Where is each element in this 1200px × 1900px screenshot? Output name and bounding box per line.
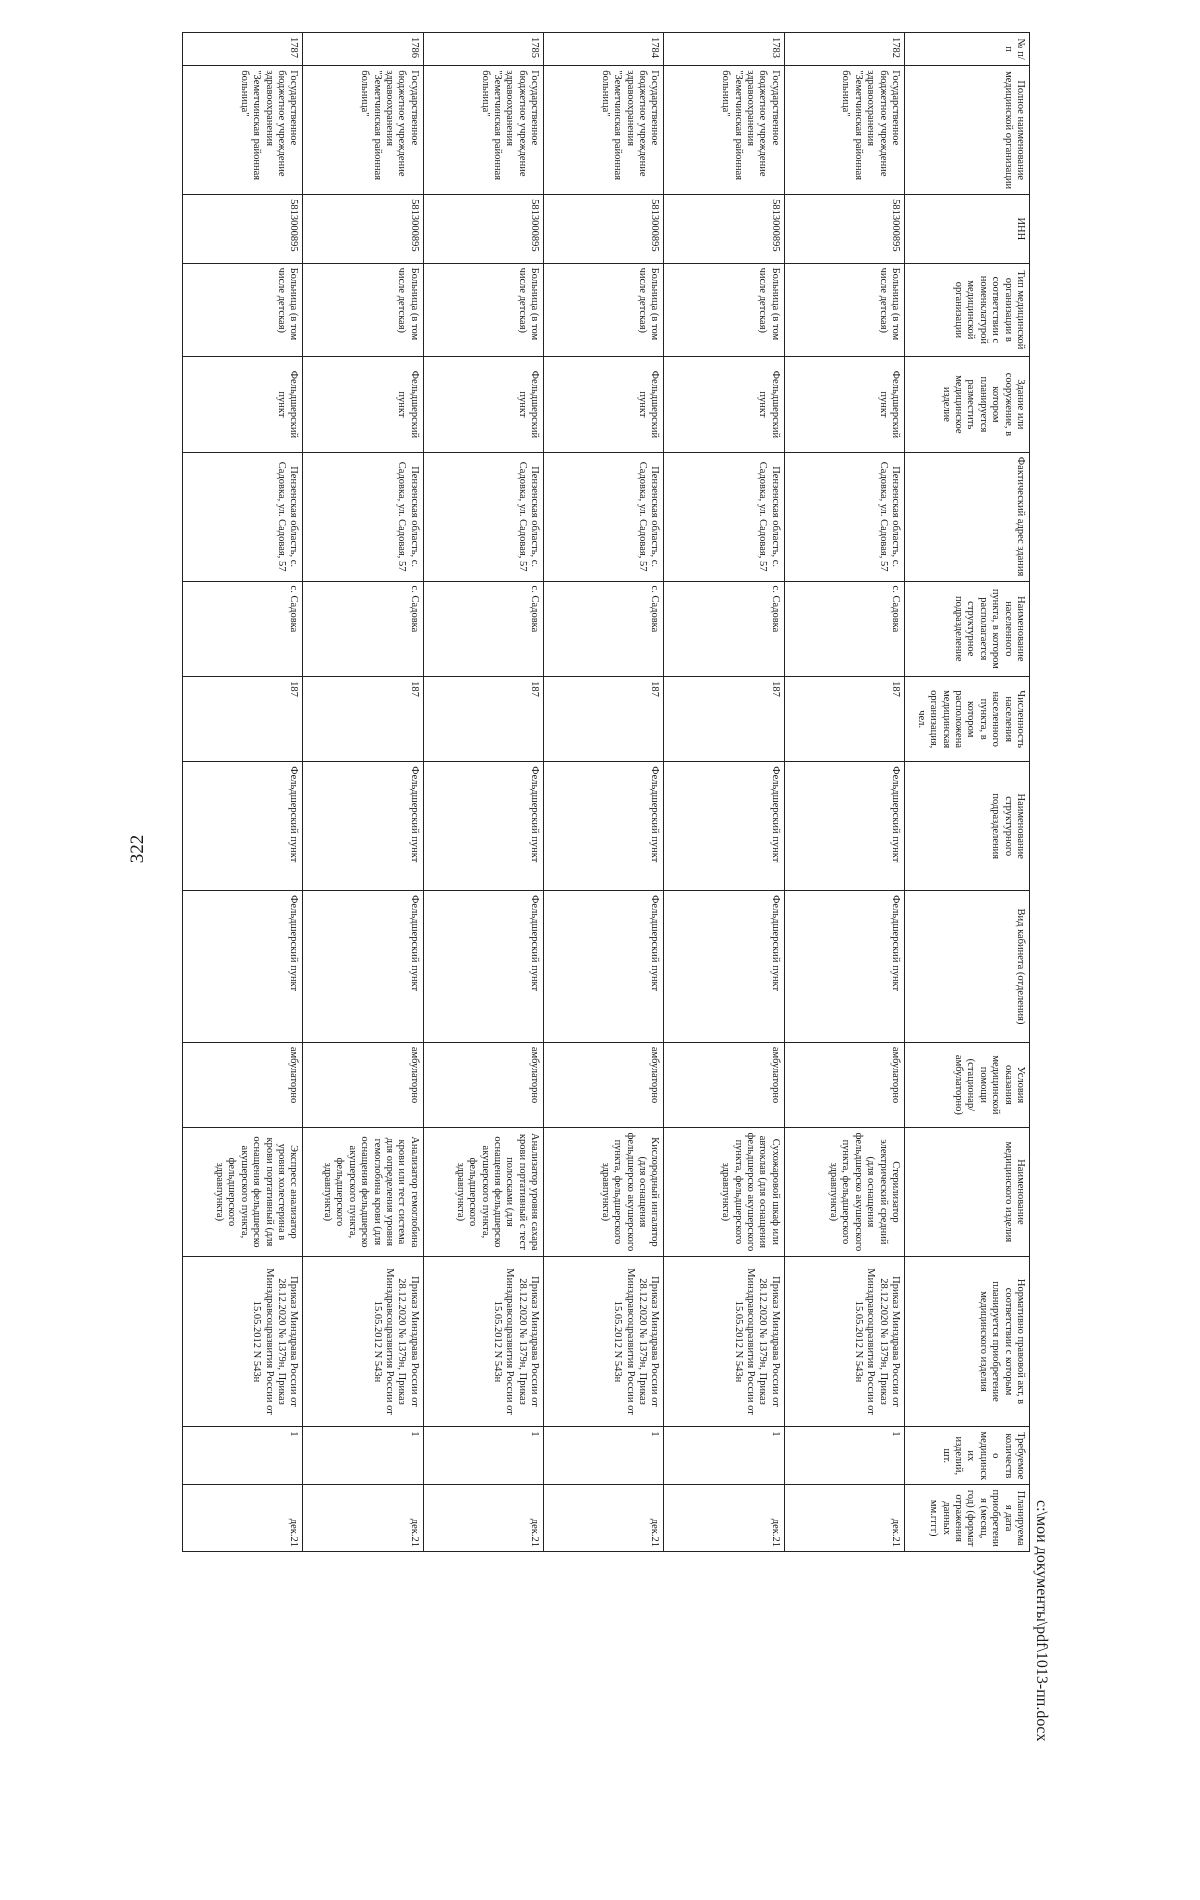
cabinet-type: Фельдшерский пункт (423, 891, 543, 1043)
organization-type: Больница (в том числе детская) (664, 263, 784, 357)
cabinet-type: Фельдшерский пункт (303, 891, 423, 1043)
organization-name: Государственное бюджетное учреждение здравоохранения "Земетчинская районная больница" (183, 66, 303, 195)
legal-act: Приказ Минздрава России от 28.12.2020 № 1379н, Приказ Минздравсоцразвития России от 15.05.2012 N 543н (664, 1256, 784, 1426)
population: 187 (183, 677, 303, 762)
structural-unit: Фельдшерский пункт (423, 762, 543, 891)
care-conditions: амбулаторно (784, 1042, 904, 1127)
planned-date: дек.21 (664, 1485, 784, 1552)
table-row (423, 33, 543, 1552)
cabinet-type: Фельдшерский пункт (544, 891, 664, 1043)
structural-unit: Фельдшерский пункт (183, 762, 303, 891)
planned-date: дек.21 (303, 1485, 423, 1552)
document-table-container (182, 32, 1030, 1552)
header-cell: Здание или сооружение, в котором планируется разместить медицинское изделие (905, 357, 1030, 453)
locality: с. Садовка (303, 581, 423, 677)
inn: 5813000895 (784, 195, 904, 264)
cabinet-type: Фельдшерский пункт (784, 891, 904, 1043)
header-cell: Тип медицинской организации в соответствии с номенклатурой медицинской организации (905, 263, 1030, 357)
care-conditions: амбулаторно (183, 1042, 303, 1127)
inn: 5813000895 (664, 195, 784, 264)
inn: 5813000895 (423, 195, 543, 264)
organization-name: Государственное бюджетное учреждение здравоохранения "Земетчинская районная больница" (664, 66, 784, 195)
cabinet-type: Фельдшерский пункт (664, 891, 784, 1043)
building: Фельдшерский пункт (784, 357, 904, 453)
device-name: Кислородный ингалятор (для оснащения фельдшерско акушерского пункта, фельдшерского здравпункта) (544, 1128, 664, 1257)
building: Фельдшерский пункт (544, 357, 664, 453)
address: Пензенская область, с. Садовка, ул. Садовая, 57 (303, 452, 423, 581)
care-conditions: амбулаторно (303, 1042, 423, 1127)
population: 187 (784, 677, 904, 762)
care-conditions: амбулаторно (544, 1042, 664, 1127)
organization-name: Государственное бюджетное учреждение здравоохранения "Земетчинская районная больница" (544, 66, 664, 195)
quantity: 1 (664, 1427, 784, 1485)
quantity: 1 (183, 1427, 303, 1485)
legal-act: Приказ Минздрава России от 28.12.2020 № 1379н, Приказ Минздравсоцразвития России от 15.05.2012 N 543н (183, 1256, 303, 1426)
footer-file-path: с:\мои документы\pdf\1013-пп.docx (1033, 1500, 1050, 1742)
inn: 5813000895 (303, 195, 423, 264)
locality: с. Садовка (784, 581, 904, 677)
quantity: 1 (423, 1427, 543, 1485)
population: 187 (544, 677, 664, 762)
population: 187 (664, 677, 784, 762)
quantity: 1 (784, 1427, 904, 1485)
legal-act: Приказ Минздрава России от 28.12.2020 № 1379н, Приказ Минздравсоцразвития России от 15.05.2012 N 543н (784, 1256, 904, 1426)
planned-date: дек.21 (784, 1485, 904, 1552)
locality: с. Садовка (664, 581, 784, 677)
header-cell: Нормативно правовой акт, в соответствии с которым планируется приобретение медицинского изделия (905, 1256, 1030, 1426)
table-header-row (905, 33, 1030, 1552)
row-number: 1787 (183, 33, 303, 66)
care-conditions: амбулаторно (423, 1042, 543, 1127)
structural-unit: Фельдшерский пункт (664, 762, 784, 891)
header-cell: Требуемое количество медицинских изделий, шт. (905, 1427, 1030, 1485)
medical-equipment-table (182, 32, 1030, 1552)
legal-act: Приказ Минздрава России от 28.12.2020 № 1379н, Приказ Минздравсоцразвития России от 15.05.2012 N 543н (544, 1256, 664, 1426)
row-number: 1786 (303, 33, 423, 66)
organization-type: Больница (в том числе детская) (784, 263, 904, 357)
building: Фельдшерский пункт (423, 357, 543, 453)
table-row (544, 33, 664, 1552)
header-cell: Численность населения населенного пункта, в котором расположена медицинская организация, чел. (905, 677, 1030, 762)
header-cell: ИНН (905, 195, 1030, 264)
table-row (183, 33, 303, 1552)
cabinet-type: Фельдшерский пункт (183, 891, 303, 1043)
header-cell: Полное наименование медицинской организации (905, 66, 1030, 195)
address: Пензенская область, с. Садовка, ул. Садовая, 57 (664, 452, 784, 581)
header-cell: Наименование медицинского изделия (905, 1128, 1030, 1257)
organization-type: Больница (в том числе детская) (423, 263, 543, 357)
locality: с. Садовка (423, 581, 543, 677)
header-cell: Фактический адрес здания (905, 452, 1030, 581)
population: 187 (423, 677, 543, 762)
header-cell: Вид кабинета (отделения) (905, 891, 1030, 1043)
address: Пензенская область, с. Садовка, ул. Садовая, 57 (183, 452, 303, 581)
planned-date: дек.21 (423, 1485, 543, 1552)
header-cell: Наименование структурного подразделения (905, 762, 1030, 891)
table-row (784, 33, 904, 1552)
address: Пензенская область, с. Садовка, ул. Садовая, 57 (544, 452, 664, 581)
population: 187 (303, 677, 423, 762)
device-name: Сухожаровой шкаф или автоклав (для оснащения фельдшерско акушерского пункта, фельдшерского здравпункта) (664, 1128, 784, 1257)
page-number: 322 (127, 834, 148, 864)
organization-name: Государственное бюджетное учреждение здравоохранения "Земетчинская районная больница" (423, 66, 543, 195)
organization-type: Больница (в том числе детская) (544, 263, 664, 357)
structural-unit: Фельдшерский пункт (784, 762, 904, 891)
structural-unit: Фельдшерский пункт (303, 762, 423, 891)
header-cell: Планируемая дата приобретения (месяц, год) (формат отражения данных мм.гггг) (905, 1485, 1030, 1552)
address: Пензенская область, с. Садовка, ул. Садовая, 57 (423, 452, 543, 581)
table-row (664, 33, 784, 1552)
row-number: 1784 (544, 33, 664, 66)
organization-name: Государственное бюджетное учреждение здравоохранения "Земетчинская районная больница" (784, 66, 904, 195)
locality: с. Садовка (183, 581, 303, 677)
header-cell: Наименование населенного пункта, в котором располагается структурное подразделение (905, 581, 1030, 677)
organization-type: Больница (в том числе детская) (303, 263, 423, 357)
row-number: 1783 (664, 33, 784, 66)
organization-name: Государственное бюджетное учреждение здравоохранения "Земетчинская районная больница" (303, 66, 423, 195)
device-name: Стерилизатор электрический средний (для оснащения фельдшерско акушерского пункта, фельдшерского здравпункта) (784, 1128, 904, 1257)
device-name: Анализатор гемоглобина крови или тест система для определения уровня гемоглобина крови (для оснащения фельдшерско акушерского пункта, фельдшерского здравпункта) (303, 1128, 423, 1257)
inn: 5813000895 (183, 195, 303, 264)
row-number: 1785 (423, 33, 543, 66)
planned-date: дек.21 (183, 1485, 303, 1552)
organization-type: Больница (в том числе детская) (183, 263, 303, 357)
device-name: Экспресс анализатор уровня холестерина в крови портативный (для оснащения фельдшерско акушерского пункта, фельдшерского здравпункта) (183, 1128, 303, 1257)
header-cell: № п/п (905, 33, 1030, 66)
building: Фельдшерский пункт (303, 357, 423, 453)
device-name: Анализатор уровня сахара крови портативный с тест полосками (для оснащения фельдшерско акушерского пункта, фельдшерского здравпункта) (423, 1128, 543, 1257)
structural-unit: Фельдшерский пункт (544, 762, 664, 891)
locality: с. Садовка (544, 581, 664, 677)
address: Пензенская область, с. Садовка, ул. Садовая, 57 (784, 452, 904, 581)
care-conditions: амбулаторно (664, 1042, 784, 1127)
inn: 5813000895 (544, 195, 664, 264)
quantity: 1 (303, 1427, 423, 1485)
legal-act: Приказ Минздрава России от 28.12.2020 № 1379н, Приказ Минздравсоцразвития России от 15.05.2012 N 543н (303, 1256, 423, 1426)
quantity: 1 (544, 1427, 664, 1485)
planned-date: дек.21 (544, 1485, 664, 1552)
row-number: 1782 (784, 33, 904, 66)
building: Фельдшерский пункт (183, 357, 303, 453)
legal-act: Приказ Минздрава России от 28.12.2020 № 1379н, Приказ Минздравсоцразвития России от 15.05.2012 N 543н (423, 1256, 543, 1426)
header-cell: Условия оказания медицинской помощи (стационар/амбулаторно) (905, 1042, 1030, 1127)
table-row (303, 33, 423, 1552)
building: Фельдшерский пункт (664, 357, 784, 453)
